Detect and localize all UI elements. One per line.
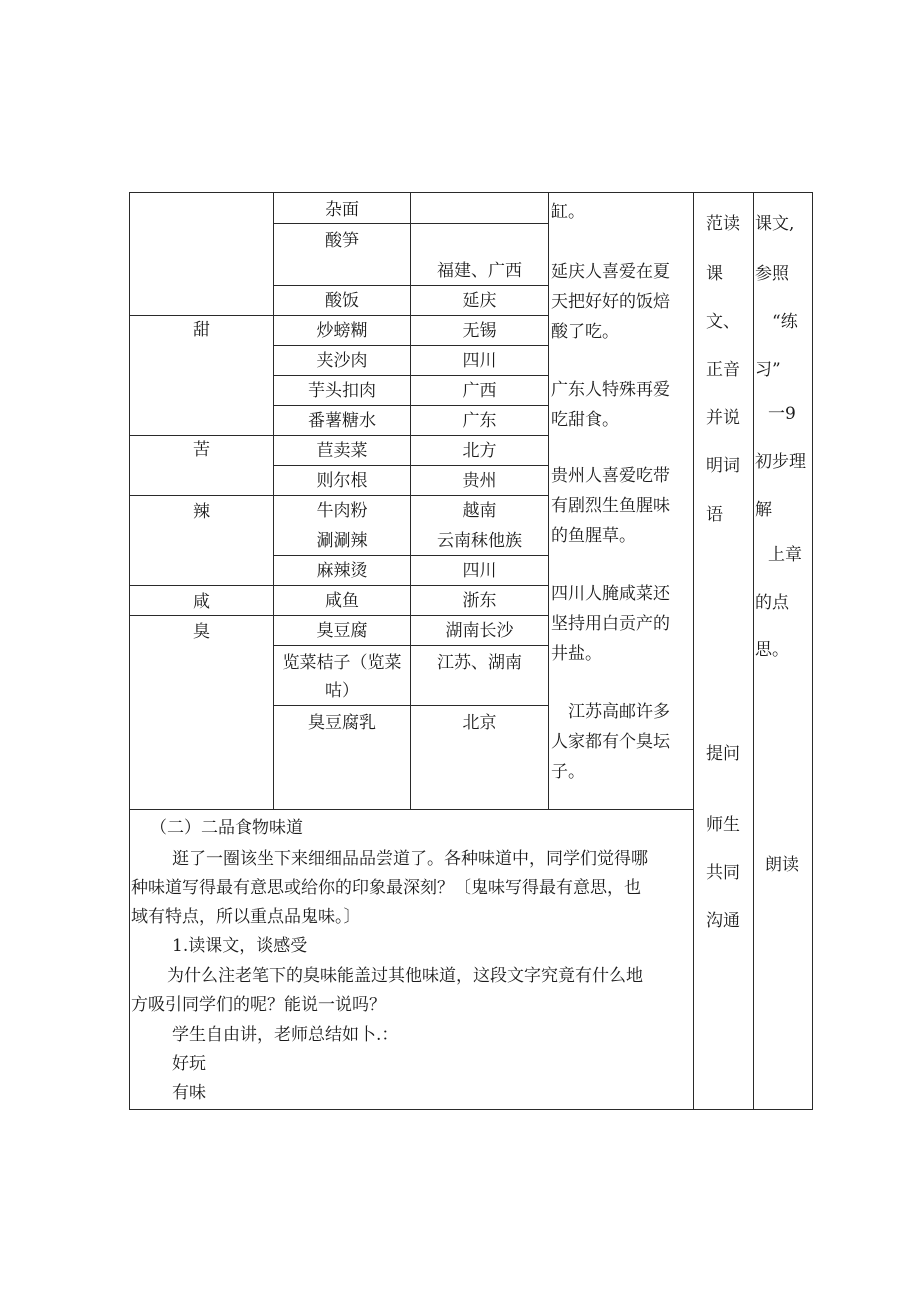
note-line: 江苏高邮许多 <box>568 702 670 722</box>
dish-name: 夹沙肉 <box>316 351 368 371</box>
region-name: 延庆 <box>462 291 497 311</box>
group-line <box>129 435 549 436</box>
teacher-activity-line: 明词 <box>706 456 740 476</box>
group-line <box>129 615 549 616</box>
teacher-activity-line: 沟通 <box>706 911 740 931</box>
section-heading: （二）二品食物味道 <box>150 818 303 838</box>
student-activity-line: 初步理 <box>755 452 806 472</box>
taste-salty: 咸 <box>193 592 210 612</box>
row-line <box>273 465 549 466</box>
student-activity-line: 一9 <box>768 404 796 424</box>
region-name: 福建、广西 <box>437 261 522 281</box>
region-name: 四川 <box>462 561 497 581</box>
teacher-activity-line: 共同 <box>706 863 740 883</box>
taste-bitter: 苦 <box>193 440 210 460</box>
dish-name: 臭豆腐乳 <box>308 713 376 733</box>
region-name: 广东 <box>462 411 497 431</box>
dish-name: 则尔根 <box>316 471 368 491</box>
student-activity-line: “练 <box>772 312 798 332</box>
dish-name: 酸饭 <box>325 291 359 311</box>
dish-name: 苣卖菜 <box>316 441 368 461</box>
group-line <box>129 495 549 496</box>
row-line <box>273 345 549 346</box>
note-line: 人家都有个臭坛 <box>551 732 670 752</box>
section-divider <box>129 809 694 810</box>
dish-name: 麻辣烫 <box>316 561 368 581</box>
group-line <box>129 315 549 316</box>
row-line <box>273 705 549 706</box>
dish-name: 涮涮辣 <box>316 531 368 551</box>
dish-name: 牛肉粉 <box>316 501 368 521</box>
step-heading: 1.读课文，谈感受 <box>172 936 308 956</box>
dish-name: 杂面 <box>325 200 359 220</box>
dish-name: 酸笋 <box>325 231 359 251</box>
region-name: 浙东 <box>462 591 497 611</box>
teacher-activity-line: 文、 <box>706 312 740 332</box>
taste-stinky: 臭 <box>193 622 210 642</box>
note-line: 广东人特殊再爱 <box>551 380 670 400</box>
dish-name: 咸鱼 <box>325 591 359 611</box>
student-activity-line: 朗读 <box>765 855 799 875</box>
region-name: 四川 <box>462 351 497 371</box>
point-item: 有味 <box>172 1083 206 1103</box>
note-line: 的鱼腥草。 <box>551 526 636 546</box>
region-name: 北方 <box>462 441 497 461</box>
region-name: 江苏、湖南 <box>437 653 522 673</box>
row-line <box>273 223 549 224</box>
dish-name: 览菜桔子（览菜 <box>282 653 402 673</box>
student-activity-line: 课文, <box>755 214 795 234</box>
table-border-right <box>812 192 813 1110</box>
paragraph-line: 域有特点，所以重点品鬼味。〕 <box>131 907 361 927</box>
student-activity-line: 思。 <box>755 640 789 660</box>
note-line: 酸了吃。 <box>551 322 619 342</box>
table-border-bottom <box>129 1109 813 1110</box>
note-line: 有剧烈生鱼腥味 <box>551 496 670 516</box>
taste-spicy: 辣 <box>193 502 210 522</box>
student-activity-line: 习” <box>755 360 781 380</box>
student-activity-line: 上章 <box>768 545 802 565</box>
paragraph-line: 逛了一圈该坐下来细细品品尝道了。各种味道中，同学们觉得哪 <box>172 849 648 869</box>
dish-name: 炒螃糊 <box>316 321 368 341</box>
region-name: 越南 <box>462 501 497 521</box>
region-name: 北京 <box>462 713 497 733</box>
teacher-activity-line: 正音 <box>706 360 740 380</box>
note-line: 四川人腌咸菜还 <box>551 584 670 604</box>
region-name: 无锡 <box>462 321 497 341</box>
region-name: 贵州 <box>462 471 497 491</box>
dish-name: 臭豆腐 <box>316 621 368 641</box>
row-line <box>273 375 549 376</box>
row-line <box>273 555 549 556</box>
row-line <box>273 405 549 406</box>
taste-sweet: 甜 <box>193 320 210 340</box>
point-item: 好玩 <box>172 1054 206 1074</box>
dish-name: 咕） <box>325 681 359 701</box>
note-line: 井盐。 <box>551 644 602 664</box>
student-activity-line: 参照 <box>755 264 789 284</box>
note-line: 贵州人喜爱吃带 <box>551 466 670 486</box>
group-line <box>129 585 549 586</box>
region-name: 湖南长沙 <box>445 621 514 641</box>
note-line: 延庆人喜爱在夏 <box>551 262 670 282</box>
summary-line: 学生自由讲，老师总结如卜.： <box>172 1025 399 1045</box>
region-name: 广西 <box>462 381 497 401</box>
paragraph-line: 种味道写得最有意思或给你的印象最深刻？〔鬼味写得最有意思，也 <box>131 878 641 898</box>
paragraph-line: 方吸引同学们的呢？能说一说吗？ <box>131 995 386 1015</box>
teacher-activity-line: 范读 <box>706 214 740 234</box>
teacher-activity-line: 师生 <box>706 815 740 835</box>
row-line <box>273 645 549 646</box>
paragraph-line: 为什么注老笔下的臭味能盖过其他味道，这段文字究竟有什么地 <box>167 966 643 986</box>
note-line: 子。 <box>551 762 585 782</box>
row-line <box>273 285 549 286</box>
note-line: 天把好好的饭焙 <box>551 292 670 312</box>
student-activity-line: 解 <box>755 500 772 520</box>
teacher-activity-line: 提问 <box>706 744 740 764</box>
region-name: 云南秣他族 <box>437 531 522 551</box>
table-border-top <box>129 192 813 193</box>
dish-name: 番薯糖水 <box>308 411 376 431</box>
note-line: 坚持用白贡产的 <box>551 614 670 634</box>
student-activity-line: 的点 <box>755 593 789 613</box>
dish-name: 芋头扣肉 <box>308 381 376 401</box>
note-line: 缸。 <box>551 202 585 222</box>
column-divider-teacher <box>693 192 694 1110</box>
teacher-activity-line: 并说 <box>706 408 740 428</box>
teacher-activity-line: 语 <box>706 505 723 525</box>
teacher-activity-line: 课 <box>706 264 723 284</box>
note-line: 吃甜食。 <box>551 410 619 430</box>
column-divider-student <box>753 192 754 1110</box>
